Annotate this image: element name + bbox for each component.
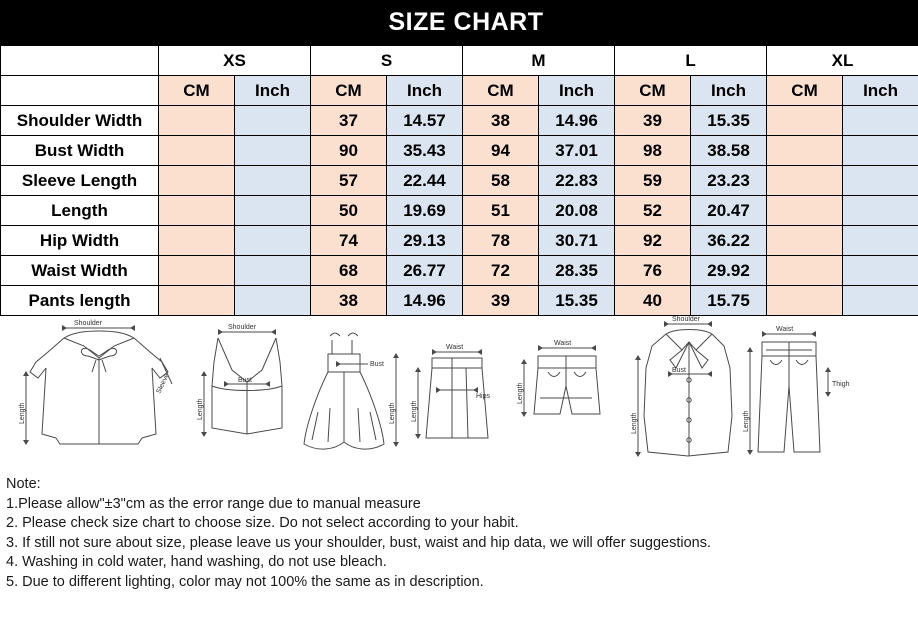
svg-text:Shoulder: Shoulder bbox=[228, 324, 257, 331]
cell-bust-width-s-inch: 35.43 bbox=[387, 136, 463, 166]
note-line-4: 4. Washing in cold water, hand washing, do not use bleach. bbox=[6, 554, 387, 570]
cell-sleeve-length-s-inch: 22.44 bbox=[387, 166, 463, 196]
cell-hip-width-m-cm: 78 bbox=[463, 226, 539, 256]
table-row bbox=[1, 226, 918, 256]
unit-header-s-inch: Inch bbox=[387, 76, 463, 106]
cell-length-l-cm: 52 bbox=[615, 196, 691, 226]
cell-sleeve-length-xs-inch bbox=[235, 166, 311, 196]
table-row bbox=[1, 136, 918, 166]
cell-waist-width-s-inch: 26.77 bbox=[387, 256, 463, 286]
svg-text:Waist: Waist bbox=[776, 326, 794, 333]
unit-header-m-cm: CM bbox=[463, 76, 539, 106]
svg-text:Waist: Waist bbox=[446, 344, 464, 351]
size-header-m: M bbox=[463, 46, 615, 76]
unit-header-xl-cm: CM bbox=[767, 76, 843, 106]
table-header-units bbox=[1, 76, 918, 106]
cell-length-m-cm: 51 bbox=[463, 196, 539, 226]
cell-shoulder-width-xl-inch bbox=[843, 106, 918, 136]
title-bar-left-fill bbox=[0, 0, 158, 45]
cell-bust-width-xl-inch bbox=[843, 136, 918, 166]
cell-hip-width-xl-cm bbox=[767, 226, 843, 256]
svg-text:Bust: Bust bbox=[672, 367, 687, 374]
cell-length-l-inch: 20.47 bbox=[691, 196, 767, 226]
cell-pants-length-xs-inch bbox=[235, 286, 311, 316]
note-line-5: 5. Due to different lighting, color may not 100% the same as in description. bbox=[6, 573, 484, 590]
cell-shoulder-width-xl-cm bbox=[767, 106, 843, 136]
cell-hip-width-m-inch: 30.71 bbox=[539, 226, 615, 256]
row-label-length: Length bbox=[1, 196, 159, 226]
table-row bbox=[1, 196, 918, 226]
cell-shoulder-width-s-inch: 14.57 bbox=[387, 106, 463, 136]
table-row bbox=[1, 166, 918, 196]
illustration-shorts bbox=[517, 340, 600, 417]
cell-hip-width-xl-inch bbox=[843, 226, 918, 256]
note-line-3: 3. If still not sure about size, please leave us your shoulder, bust, waist and hip data, we will offer suggestions. bbox=[6, 534, 711, 551]
row-label-waist-width: Waist Width bbox=[1, 256, 159, 286]
cell-shoulder-width-s-cm: 37 bbox=[311, 106, 387, 136]
size-header-xl: XL bbox=[767, 46, 918, 76]
svg-text:Length: Length bbox=[19, 402, 26, 424]
svg-text:Length: Length bbox=[517, 382, 524, 404]
cell-waist-width-l-inch: 29.92 bbox=[691, 256, 767, 286]
svg-text:Bust: Bust bbox=[370, 361, 385, 368]
cell-shoulder-width-xs-cm bbox=[159, 106, 235, 136]
unit-header-m-inch: Inch bbox=[539, 76, 615, 106]
illustration-long-coat bbox=[631, 316, 732, 457]
cell-pants-length-l-cm: 40 bbox=[615, 286, 691, 316]
title-bar-right-fill bbox=[774, 0, 918, 45]
cell-length-xl-inch bbox=[843, 196, 918, 226]
cell-shoulder-width-m-cm: 38 bbox=[463, 106, 539, 136]
svg-text:Length: Length bbox=[389, 402, 396, 424]
cell-pants-length-m-inch: 15.35 bbox=[539, 286, 615, 316]
cell-sleeve-length-m-inch: 22.83 bbox=[539, 166, 615, 196]
svg-text:Hips: Hips bbox=[476, 393, 491, 400]
cell-sleeve-length-l-cm: 59 bbox=[615, 166, 691, 196]
size-header-s: S bbox=[311, 46, 463, 76]
cell-waist-width-m-inch: 28.35 bbox=[539, 256, 615, 286]
notes-section bbox=[0, 471, 918, 592]
page-title: SIZE CHART bbox=[158, 0, 774, 45]
svg-text:Thigh: Thigh bbox=[832, 381, 850, 388]
svg-text:Length: Length bbox=[411, 400, 418, 422]
cell-waist-width-xs-cm bbox=[159, 256, 235, 286]
cell-shoulder-width-m-inch: 14.96 bbox=[539, 106, 615, 136]
cell-hip-width-s-cm: 74 bbox=[311, 226, 387, 256]
size-chart-table bbox=[0, 45, 918, 316]
table-corner-cell bbox=[1, 46, 159, 76]
row-label-pants-length: Pants length bbox=[1, 286, 159, 316]
cell-bust-width-xs-cm bbox=[159, 136, 235, 166]
cell-pants-length-xs-cm bbox=[159, 286, 235, 316]
cell-bust-width-l-inch: 38.58 bbox=[691, 136, 767, 166]
cell-waist-width-xl-cm bbox=[767, 256, 843, 286]
size-header-xs: XS bbox=[159, 46, 311, 76]
unit-header-s-cm: CM bbox=[311, 76, 387, 106]
cell-pants-length-s-cm: 38 bbox=[311, 286, 387, 316]
note-line-2: 2. Please check size chart to choose size. Do not select according to your habit. bbox=[6, 515, 519, 531]
garment-illustrations bbox=[0, 316, 918, 471]
cell-shoulder-width-xs-inch bbox=[235, 106, 311, 136]
table-header-sizes bbox=[1, 46, 918, 76]
cell-waist-width-xs-inch bbox=[235, 256, 311, 286]
row-label-hip-width: Hip Width bbox=[1, 226, 159, 256]
cell-waist-width-s-cm: 68 bbox=[311, 256, 387, 286]
cell-sleeve-length-xl-cm bbox=[767, 166, 843, 196]
table-row bbox=[1, 106, 918, 136]
cell-sleeve-length-xl-inch bbox=[843, 166, 918, 196]
cell-waist-width-m-cm: 72 bbox=[463, 256, 539, 286]
cell-length-xl-cm bbox=[767, 196, 843, 226]
unit-header-l-inch: Inch bbox=[691, 76, 767, 106]
garment-illustration-svg bbox=[0, 316, 918, 471]
cell-length-s-cm: 50 bbox=[311, 196, 387, 226]
cell-pants-length-l-inch: 15.75 bbox=[691, 286, 767, 316]
cell-hip-width-s-inch: 29.13 bbox=[387, 226, 463, 256]
svg-text:Bust: Bust bbox=[238, 377, 253, 384]
unit-header-l-cm: CM bbox=[615, 76, 691, 106]
note-line-1: 1.Please allow"±3"cm as the error range due to manual measure bbox=[6, 495, 421, 512]
cell-length-xs-inch bbox=[235, 196, 311, 226]
cell-pants-length-s-inch: 14.96 bbox=[387, 286, 463, 316]
illustration-trousers bbox=[743, 326, 850, 455]
illustration-flared-skirt-dress bbox=[304, 333, 399, 449]
cell-pants-length-xl-cm bbox=[767, 286, 843, 316]
notes-heading: Note: bbox=[6, 476, 41, 492]
cell-bust-width-m-inch: 37.01 bbox=[539, 136, 615, 166]
cell-hip-width-xs-cm bbox=[159, 226, 235, 256]
row-label-sleeve-length: Sleeve Length bbox=[1, 166, 159, 196]
size-header-l: L bbox=[615, 46, 767, 76]
table-row bbox=[1, 256, 918, 286]
cell-bust-width-m-cm: 94 bbox=[463, 136, 539, 166]
cell-length-xs-cm bbox=[159, 196, 235, 226]
cell-bust-width-xl-cm bbox=[767, 136, 843, 166]
cell-length-m-inch: 20.08 bbox=[539, 196, 615, 226]
cell-sleeve-length-l-inch: 23.23 bbox=[691, 166, 767, 196]
svg-text:Length: Length bbox=[631, 412, 638, 434]
cell-bust-width-l-cm: 98 bbox=[615, 136, 691, 166]
svg-text:Length: Length bbox=[197, 398, 204, 420]
row-label-shoulder-width: Shoulder Width bbox=[1, 106, 159, 136]
cell-length-s-inch: 19.69 bbox=[387, 196, 463, 226]
cell-shoulder-width-l-cm: 39 bbox=[615, 106, 691, 136]
unit-header-xl-inch: Inch bbox=[843, 76, 918, 106]
svg-text:Length: Length bbox=[743, 410, 750, 432]
illustration-camisole-top bbox=[197, 324, 282, 437]
cell-pants-length-m-cm: 39 bbox=[463, 286, 539, 316]
cell-bust-width-xs-inch bbox=[235, 136, 311, 166]
row-label-bust-width: Bust Width bbox=[1, 136, 159, 166]
cell-waist-width-l-cm: 76 bbox=[615, 256, 691, 286]
cell-hip-width-l-cm: 92 bbox=[615, 226, 691, 256]
cell-waist-width-xl-inch bbox=[843, 256, 918, 286]
table-corner-cell-2 bbox=[1, 76, 159, 106]
svg-text:Sleeve: Sleeve bbox=[155, 372, 171, 395]
title-bar bbox=[0, 0, 918, 45]
cell-sleeve-length-s-cm: 57 bbox=[311, 166, 387, 196]
cell-shoulder-width-l-inch: 15.35 bbox=[691, 106, 767, 136]
table-row bbox=[1, 286, 918, 316]
cell-hip-width-l-inch: 36.22 bbox=[691, 226, 767, 256]
illustration-mini-skirt bbox=[411, 344, 491, 439]
svg-text:Shoulder: Shoulder bbox=[672, 316, 701, 323]
cell-hip-width-xs-inch bbox=[235, 226, 311, 256]
unit-header-xs-inch: Inch bbox=[235, 76, 311, 106]
unit-header-xs-cm: CM bbox=[159, 76, 235, 106]
svg-text:Shoulder: Shoulder bbox=[74, 320, 103, 327]
svg-text:Waist: Waist bbox=[554, 340, 572, 347]
cell-sleeve-length-m-cm: 58 bbox=[463, 166, 539, 196]
cell-pants-length-xl-inch bbox=[843, 286, 918, 316]
cell-bust-width-s-cm: 90 bbox=[311, 136, 387, 166]
cell-sleeve-length-xs-cm bbox=[159, 166, 235, 196]
illustration-blouse bbox=[19, 320, 172, 445]
